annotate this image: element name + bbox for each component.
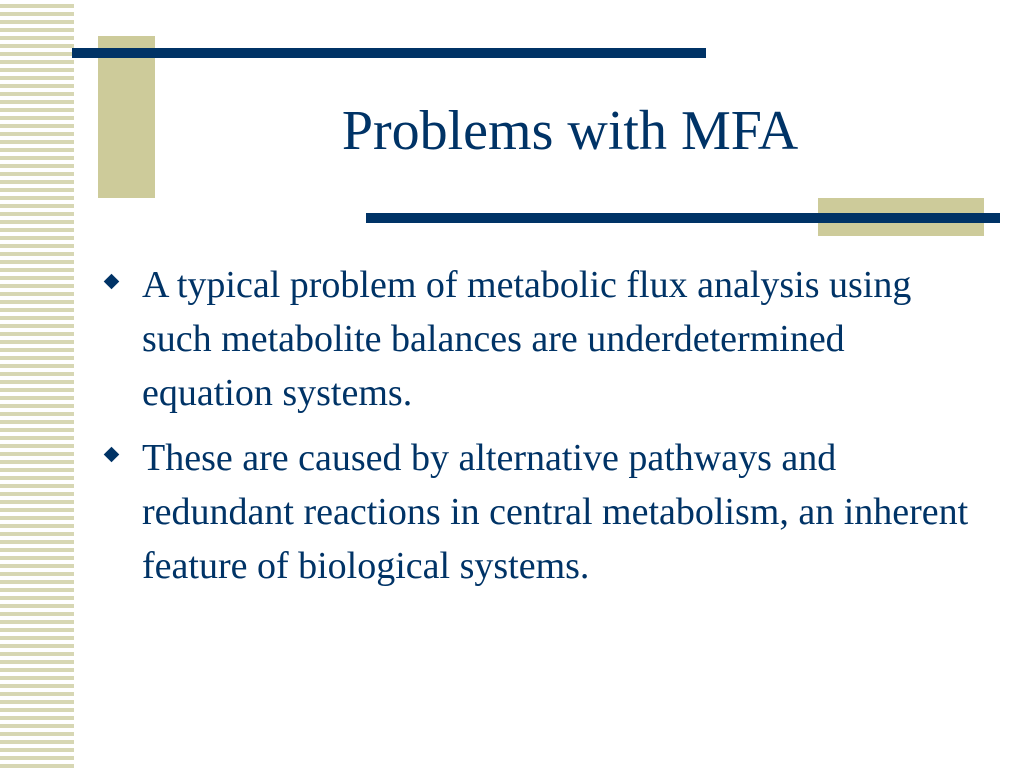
title-rule-top xyxy=(72,48,706,58)
diamond-bullet-icon xyxy=(104,274,120,290)
slide-title: Problems with MFA xyxy=(341,100,799,162)
bullet-text: These are caused by alternative pathways and redundant reactions in central metabolism, an inherent feature of biological systems. xyxy=(142,437,969,587)
bullet-text: A typical problem of metabolic flux analysis using such metabolite balances are underdetermined equation systems. xyxy=(142,264,912,414)
bullet-list xyxy=(104,258,974,604)
bullet-item xyxy=(104,258,974,420)
bullet-item xyxy=(104,431,974,593)
decorative-stripe-band xyxy=(0,0,74,768)
diamond-bullet-icon xyxy=(104,447,120,463)
accent-block-left xyxy=(98,36,155,198)
title-rule-bottom xyxy=(366,213,1000,223)
